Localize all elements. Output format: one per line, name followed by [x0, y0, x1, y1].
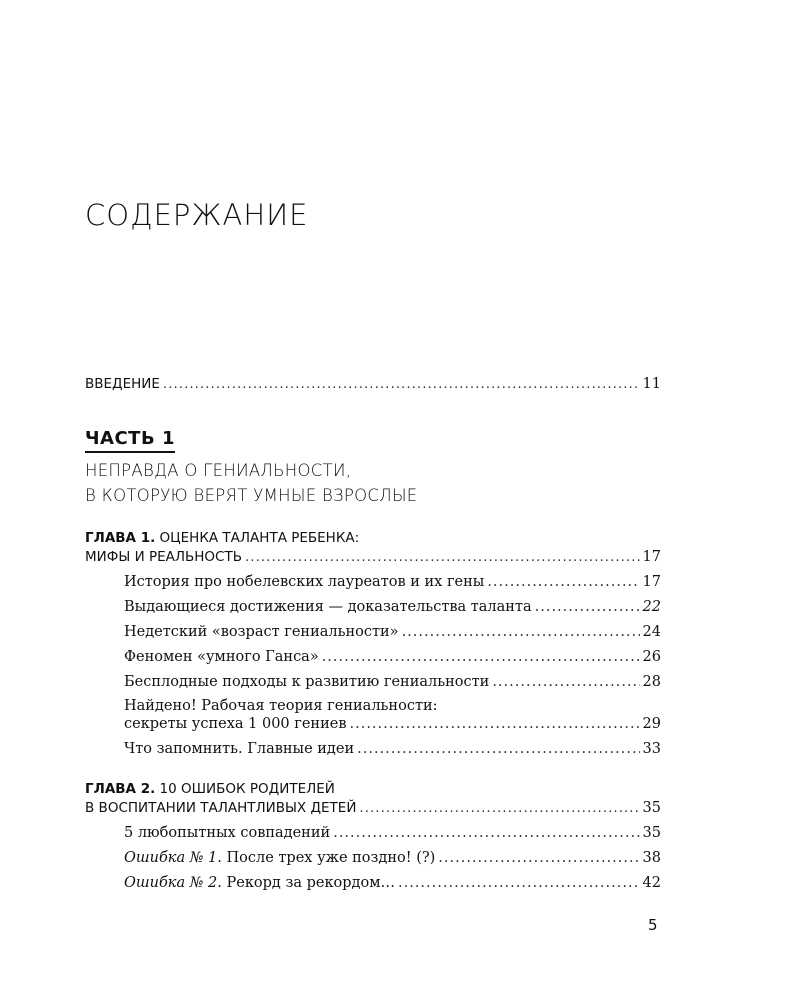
mistake-prefix: Ошибка № 2.: [124, 875, 222, 891]
leader-dots: [357, 740, 639, 758]
part-subtitle-line-1: НЕПРАВДА О ГЕНИАЛЬНОСТИ,: [85, 461, 352, 480]
toc-page-number: 28: [642, 674, 661, 690]
toc-entry-label: Бесплодные подходы к развитию гениальности: [124, 674, 490, 690]
toc-entry[interactable]: [124, 623, 661, 641]
leader-dots: [350, 715, 640, 733]
mistake-prefix: Ошибка № 1.: [124, 850, 222, 866]
toc-entry-label: [124, 874, 395, 892]
toc-entry[interactable]: [124, 598, 661, 616]
leader-dots: [333, 824, 639, 842]
toc-entry-label: 5 любопытных совпадений: [124, 825, 331, 841]
toc-page-number: 38: [642, 850, 661, 866]
leader-dots: [492, 673, 639, 691]
toc-entry[interactable]: [124, 673, 661, 691]
leader-dots: [402, 623, 640, 641]
chapter-1-heading[interactable]: [85, 529, 359, 547]
toc-entry-label: Выдающиеся достижения — доказательства таланта: [124, 599, 532, 615]
chapter-number: ГЛАВА 1.: [85, 530, 156, 546]
chapter-2-heading[interactable]: [85, 780, 335, 798]
toc-page-number: 26: [642, 649, 661, 665]
toc-entry-label: Феномен «умного Ганса»: [124, 649, 319, 665]
toc-entry-label: История про нобелевских лауреатов и их гены: [124, 574, 485, 590]
part-subtitle-line-2: В КОТОРУЮ ВЕРЯТ УМНЫЕ ВЗРОСЛЫЕ: [85, 486, 418, 505]
toc-entry-chapter-1[interactable]: [85, 548, 661, 566]
toc-entry-label: Что запомнить. Главные идеи: [124, 741, 355, 757]
leader-dots: [245, 548, 640, 566]
chapter-title-line-1: ОЦЕНКА ТАЛАНТА РЕБЕНКА:: [155, 530, 360, 546]
toc-entry[interactable]: [124, 648, 661, 666]
toc-page-number: 17: [642, 574, 661, 590]
chapter-title-line-2: МИФЫ И РЕАЛЬНОСТЬ: [85, 549, 242, 565]
mistake-title: Рекорд за рекордом…: [221, 875, 395, 891]
toc-page-number: 22: [642, 599, 661, 615]
toc-entry-label-line-1: Найдено! Рабочая теория гениальности:: [124, 698, 438, 714]
leader-dots: [438, 849, 639, 867]
toc-entry-chapter-2[interactable]: [85, 799, 661, 817]
toc-entry-label: [124, 849, 435, 867]
toc-page-number: 11: [642, 376, 661, 392]
leader-dots: [535, 598, 640, 616]
leader-dots: [398, 874, 640, 892]
toc-page-number: 33: [642, 741, 661, 757]
part-label: ЧАСТЬ 1: [85, 428, 175, 453]
toc-entry-label: ВВЕДЕНИЕ: [85, 376, 160, 392]
leader-dots: [359, 799, 639, 817]
toc-entry[interactable]: [124, 874, 661, 892]
toc-entry[interactable]: [124, 740, 661, 758]
toc-page-number: 17: [642, 549, 661, 565]
toc-page-number: 35: [642, 825, 661, 841]
chapter-title-line-2: В ВОСПИТАНИИ ТАЛАНТЛИВЫХ ДЕТЕЙ: [85, 800, 357, 816]
page-number: 5: [648, 916, 658, 934]
toc-page-number: 35: [642, 800, 661, 816]
toc-page-number: 24: [642, 624, 661, 640]
toc-entry[interactable]: [124, 824, 661, 842]
toc-entry-intro[interactable]: [85, 375, 661, 393]
toc-entry[interactable]: [124, 573, 661, 591]
leader-dots: [487, 573, 639, 591]
toc-entry[interactable]: [124, 849, 661, 867]
toc-entry[interactable]: [124, 715, 661, 733]
page-title: СОДЕРЖАНИЕ: [85, 198, 309, 232]
toc-page-number: 29: [642, 716, 661, 732]
chapter-number: ГЛАВА 2.: [85, 781, 156, 797]
toc-entry-label-line-2: секреты успеха 1 000 гениев: [124, 716, 347, 732]
leader-dots: [322, 648, 640, 666]
leader-dots: [163, 375, 640, 393]
toc-entry-label: Недетский «возраст гениальности»: [124, 624, 399, 640]
toc-page-number: 42: [642, 875, 661, 891]
chapter-title-line-1: 10 ОШИБОК РОДИТЕЛЕЙ: [155, 781, 335, 797]
mistake-title: После трех уже поздно! (?): [221, 850, 436, 866]
